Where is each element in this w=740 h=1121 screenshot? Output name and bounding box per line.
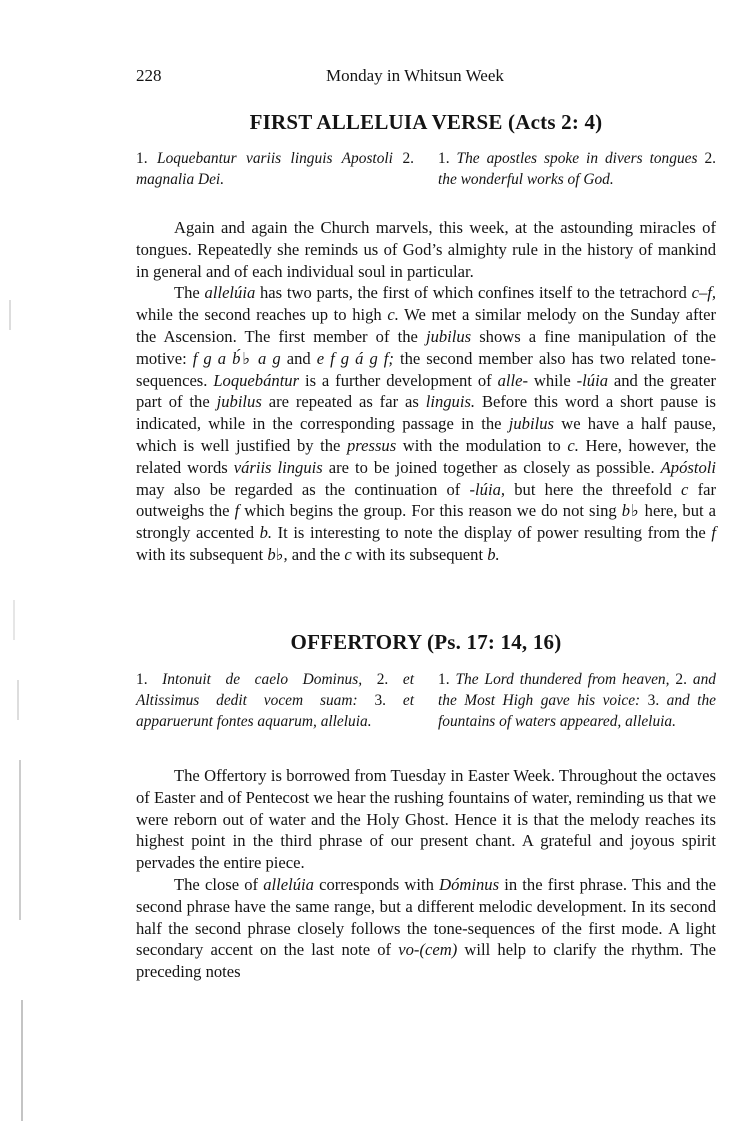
heading-reference: (Ps. 17: 14, 16) <box>427 630 562 654</box>
heading-reference: (Acts 2: 4) <box>508 110 603 134</box>
paragraph: Again and again the Church marvels, this week, at the astounding miracles of tongues. Repeatedly she reminds us of God’s almighty rule in the history of mankind in general and of each individual soul in particular. <box>136 218 716 281</box>
paragraph: The allelúia has two parts, the first of which confines itself to the tetrachord c–f, while the second reaches up to high c. We met a similar melody on the Sunday after the Ascension. The first member of the jubilus shows a fine manipulation of the motive: f g a b́♭ a g and e f g á g f; the second member also has two related tone-sequences. Loquebántur is a further development of alle- while -lúia and the greater part of the jubilus are repeated as far as linguis. Before this word a short pause is indicated, while in the corresponding passage in the jubilus we have a half pause, which is well justified by the pressus with the modulation to c. Here, however, the related words váriis linguis are to be joined together as closely as possible. Apóstoli may also be regarded as the continuation of -lúia, but here the threefold c far outweighs the f which begins the group. For this reason we do not sing b♭ here, but a strongly accented b. It is interesting to note the display of power resulting from the f with its subsequent b♭, and the c with its subsequent b. <box>136 283 717 564</box>
running-title: Monday in Whitsun Week <box>326 66 504 85</box>
latin-text: 1. Intonuit de caelo Dominus, 2. et Altissimus dedit vocem suam: 3. et apparuerunt fontes aquarum, alleluia. <box>136 671 414 730</box>
scan-margin-marks <box>0 0 40 1121</box>
paragraph: The Offertory is borrowed from Tuesday in Easter Week. Throughout the octaves of Easter and of Pentecost we hear the rushing fountains of water, reminding us that we were reborn out of water and the Holy Ghost. Hence it is that the melody reaches its highest point in the third phrase of our present chant. A grateful and joyous spirit pervades the entire piece. <box>136 766 716 873</box>
section-heading-alleluia <box>136 110 716 135</box>
heading-title: FIRST ALLELUIA VERSE <box>249 110 503 134</box>
page-number: 228 <box>136 66 162 85</box>
english-translation: 1. The apostles spoke in divers tongues 2. the wonderful works of God. <box>438 150 716 188</box>
english-translation: 1. The Lord thundered from heaven, 2. and the Most High gave his voice: 3. and the fountains of waters appeared, alleluia. <box>438 671 716 730</box>
section-heading-offertory <box>136 630 716 655</box>
offertory-commentary <box>136 765 716 983</box>
latin-text: 1. Loquebantur variis linguis Apostoli 2. magnalia Dei. <box>136 150 414 188</box>
alleluia-commentary <box>136 217 716 566</box>
paragraph: The close of allelúia corresponds with Dóminus in the first phrase. This and the second phrase have the same range, but a different melodic development. In its second half the second phrase closely follows the tone-sequences of the first mode. A light secondary accent on the last note of vo-(cem) will help to clarify the rhythm. The preceding notes <box>136 874 716 982</box>
heading-title: OFFERTORY <box>290 630 422 654</box>
